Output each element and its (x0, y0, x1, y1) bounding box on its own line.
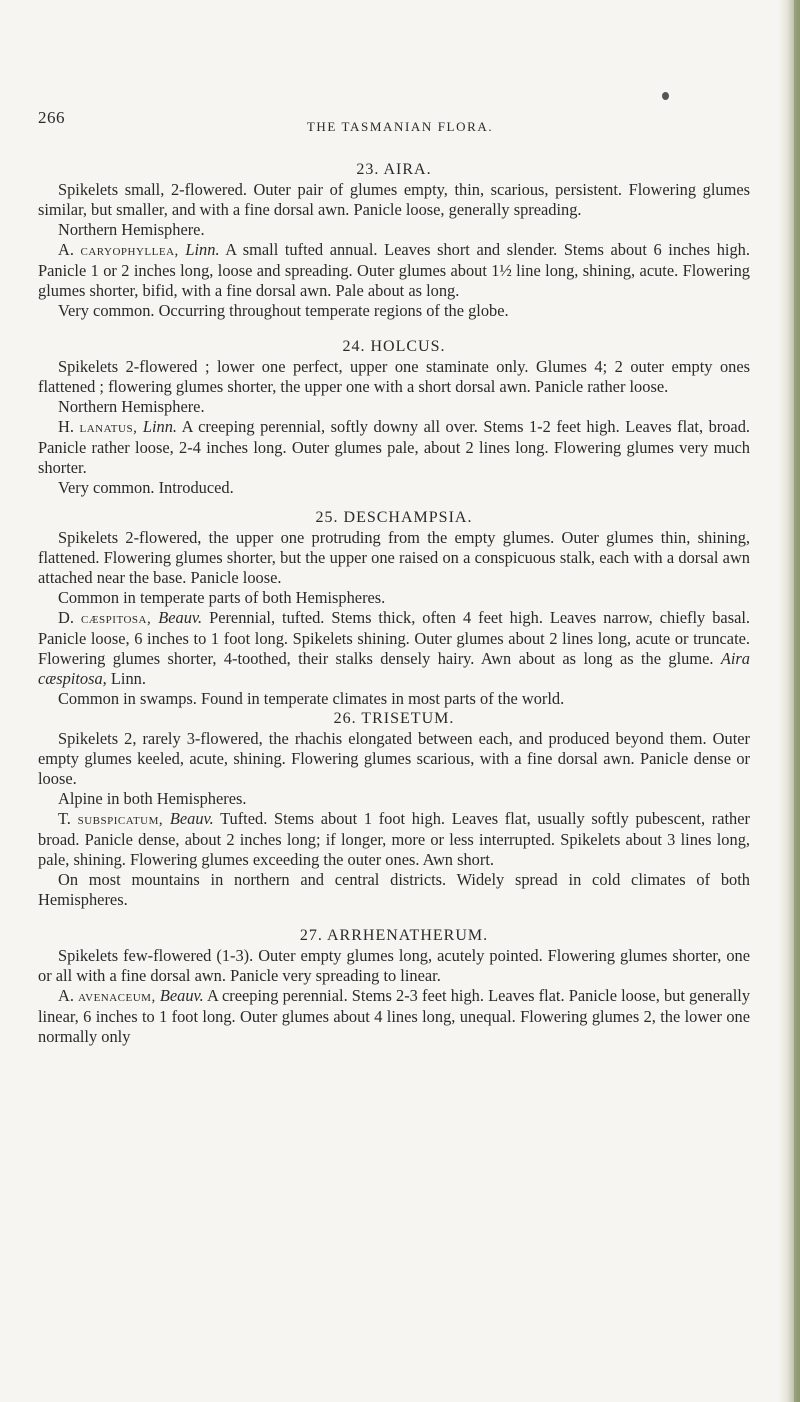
genus-description: Spikelets few-flowered (1-3). Outer empty glumes long, acutely pointed. Flowering glumes shorter, one or all with a fine dorsal awn. Panicle very spreading to linear. (38, 946, 750, 985)
species-description: A creeping perennial. Stems 2-3 feet high. Leaves flat. Panicle loose, but generally linear, 6 inches to 1 foot long. Outer glumes about 4 lines long, unequal. Flowering glumes 2, the lower one normally only (38, 986, 751, 1046)
species-authority: Beauv. (159, 986, 204, 1005)
species-authority: Beauv. (169, 809, 214, 828)
species-description: Tufted. Stems about 1 foot high. Leaves flat, usually softly pubescent, rather broad. Panicle dense, about 2 inches long; if longer, more or less interrupted. Spikelets about 3 lines long, pale, shining. Flowering glumes exceeding the outer ones. Awn short. (38, 809, 750, 869)
genus-heading: 25. DESCHAMPSIA. (315, 509, 473, 526)
genus-range: Common in temperate parts of both Hemispheres. (58, 588, 386, 607)
species-authority: Beauv. (158, 608, 203, 627)
genus-heading: 23. AIRA. (356, 161, 432, 178)
species-entry (38, 986, 750, 1047)
species-authority: Linn. (185, 240, 220, 259)
running-title: THE TASMANIAN FLORA. (306, 119, 494, 134)
genus-holcus (38, 337, 750, 498)
species-description: A small tufted annual. Leaves short and slender. Stems about 6 inches high. Panicle 1 or 2 inches long, loose and spreading. Outer glumes about 1½ line long, shining, acute. Flowering glumes shorter, bifid, with a fine dorsal awn. Pale about as long. (38, 240, 750, 300)
species-name: subspicatum, (77, 812, 164, 828)
species-entry (38, 417, 750, 478)
genus-arrhenatherum (38, 926, 750, 1047)
genus-range: Alpine in both Hemispheres. (58, 789, 247, 808)
genus-trisetum (38, 709, 750, 910)
genus-heading: 27. ARRHENATHERUM. (299, 927, 489, 944)
species-name: lanatus, (79, 420, 138, 436)
page-body (38, 160, 750, 1047)
species-entry (38, 809, 750, 870)
genus-deschampsia (38, 508, 750, 709)
species-authority: Linn. (142, 417, 178, 436)
genus-description: Spikelets small, 2-flowered. Outer pair of glumes empty, thin, scarious, persistent. Flowering glumes similar, but smaller, and with a fine dorsal awn. Panicle loose, generally spreading. (38, 180, 750, 219)
species-letter: A. (58, 986, 74, 1005)
species-description: Perennial, tufted. Stems thick, often 4 feet high. Leaves narrow, chiefly basal. Panicle loose, 6 inches to 1 foot long. Spikelets shining. Outer glumes about 2 lines long, acute or truncate. Flowering glumes shorter, 4-toothed, their stalks densely hairy. Awn about as long as the glume. (38, 608, 750, 668)
synonym-authority: Linn. (110, 669, 146, 688)
species-name: cæspitosa, (80, 611, 152, 627)
ink-spot (662, 92, 669, 100)
species-note: Very common. Occurring throughout temperate regions of the globe. (58, 301, 509, 320)
species-letter: H. (58, 417, 74, 436)
species-name: caryophyllea, (80, 243, 179, 259)
species-note: On most mountains in northern and central districts. Widely spread in cold climates of both Hemispheres. (38, 870, 750, 909)
genus-description: Spikelets 2-flowered ; lower one perfect, upper one staminate only. Glumes 4; 2 outer empty ones flattened ; flowering glumes shorter, the upper one with a short dorsal awn. Panicle rather loose. (38, 357, 750, 396)
genus-range: Northern Hemisphere. (58, 397, 205, 416)
species-description: A creeping perennial, softly downy all over. Stems 1-2 feet high. Leaves flat, broad. Panicle rather loose, 2-4 inches long. Outer glumes pale, about 2 lines long. Flowering glumes very much shorter. (38, 417, 750, 477)
species-letter: A. (58, 240, 74, 259)
genus-description: Spikelets 2, rarely 3-flowered, the rhachis elongated between each, and produced beyond them. Outer empty glumes keeled, acute, shining. Flowering glumes scarious, with a fine dorsal awn. Panicle dense or loose. (38, 729, 750, 788)
page-edge-shadow (778, 0, 800, 1402)
species-entry (38, 608, 750, 689)
genus-heading: 26. TRISETUM. (333, 710, 455, 727)
species-letter: T. (58, 809, 71, 828)
genus-heading: 24. HOLCUS. (342, 338, 446, 355)
species-entry (38, 240, 750, 301)
genus-description: Spikelets 2-flowered, the upper one protruding from the empty glumes. Outer glumes thin, shining, flattened. Flowering glumes shorter, but the upper one raised on a conspicuous stalk, each with a dorsal awn attached near the base. Panicle loose. (38, 528, 750, 587)
species-note: Common in swamps. Found in temperate climates in most parts of the world. (58, 689, 565, 708)
species-letter: D. (58, 608, 74, 627)
species-note: Very common. Introduced. (58, 478, 234, 497)
genus-range: Northern Hemisphere. (58, 220, 205, 239)
page-number: 266 (38, 108, 65, 127)
species-synonym: Aira cæspitosa, (38, 649, 750, 688)
genus-aira (38, 160, 750, 321)
species-name: avenaceum, (78, 989, 156, 1005)
